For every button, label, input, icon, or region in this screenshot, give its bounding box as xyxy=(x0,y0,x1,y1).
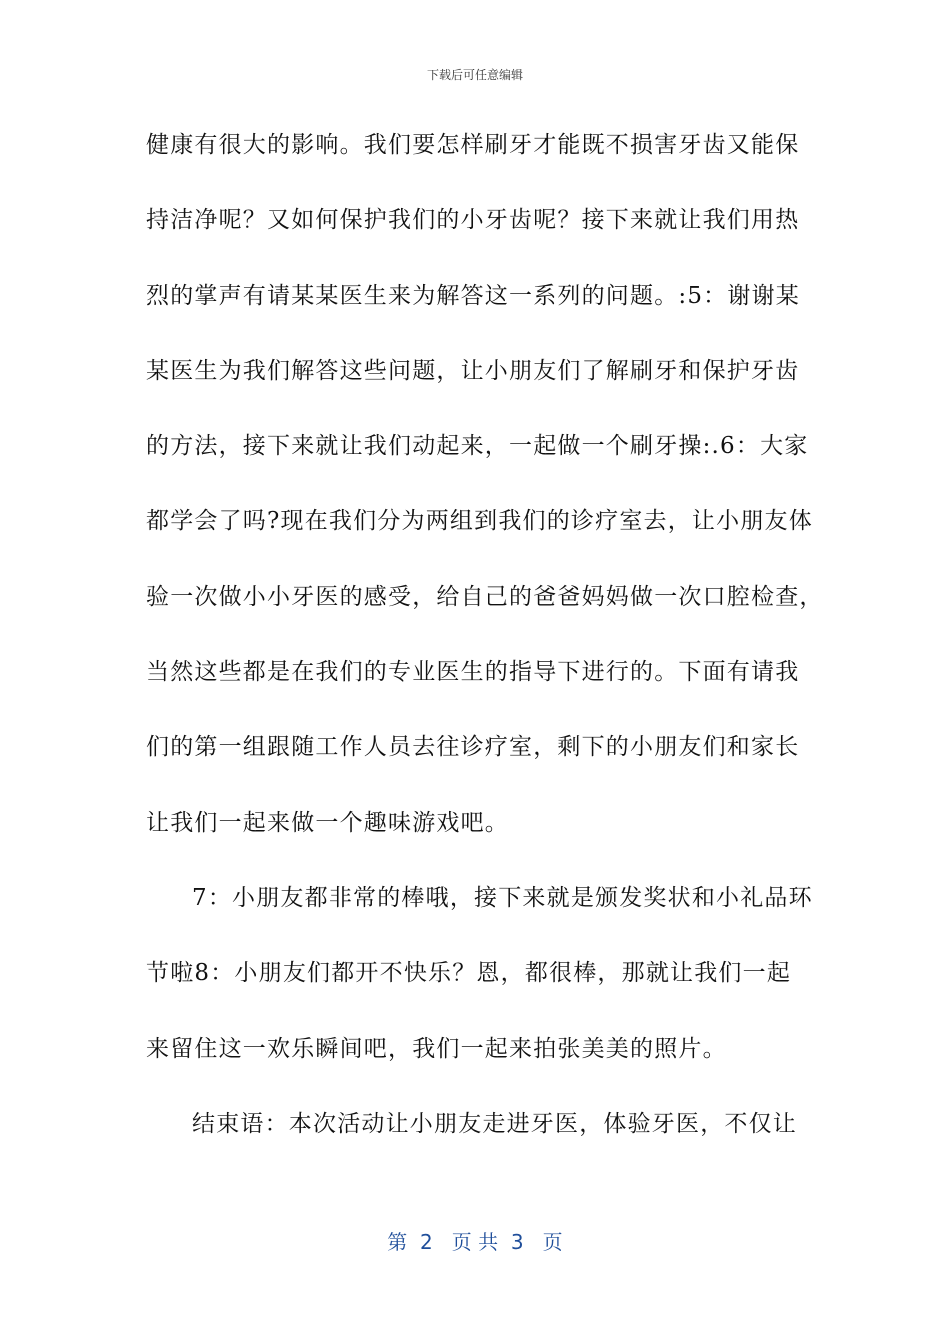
paragraph-start-line: 结束语：本次活动让小朋友走进牙医，体验牙医，不仅让 xyxy=(192,1110,797,1137)
text-line: 持洁净呢？又如何保护我们的小牙齿呢？接下来就让我们用热 xyxy=(146,207,800,234)
text-line: 验一次做小小牙医的感受，给自己的爸爸妈妈做一次口腔检查， xyxy=(146,583,824,610)
text-line: 节啦8：小朋友们都开不快乐？恩，都很棒，那就让我们一起 xyxy=(146,960,792,987)
page-number-footer: 第 2 页 共 3 页 xyxy=(387,1230,563,1254)
text-line: 健康有很大的影响。我们要怎样刷牙才能既不损害牙齿又能保 xyxy=(146,132,800,158)
text-line: 的方法，接下来就让我们动起来，一起做一个刷牙操:.6：大家 xyxy=(146,433,809,460)
text-line: 某医生为我们解答这些问题，让小朋友们了解刷牙和保护牙齿 xyxy=(146,357,800,384)
text-line: 们的第一组跟随工作人员去往诊疗室，剩下的小朋友们和家长 xyxy=(146,734,800,761)
text-line: 让我们一起来做一个趣味游戏吧。 xyxy=(146,809,509,836)
paragraph-start-line: 7：小朋友都非常的棒哦，接下来就是颁发奖状和小礼品环 xyxy=(192,884,813,911)
text-line: 烈的掌声有请某某医生来为解答这一系列的问题。:5：谢谢某 xyxy=(146,282,800,309)
page-header-note: 下载后可任意编辑 xyxy=(426,68,523,82)
text-line: 都学会了吗?现在我们分为两组到我们的诊疗室去，让小朋友体 xyxy=(146,508,813,535)
document-body xyxy=(146,124,824,1178)
text-line: 当然这些都是在我们的专业医生的指导下进行的。下面有请我 xyxy=(146,659,800,686)
text-line: 来留住这一欢乐瞬间吧，我们一起来拍张美美的照片。 xyxy=(146,1035,727,1062)
